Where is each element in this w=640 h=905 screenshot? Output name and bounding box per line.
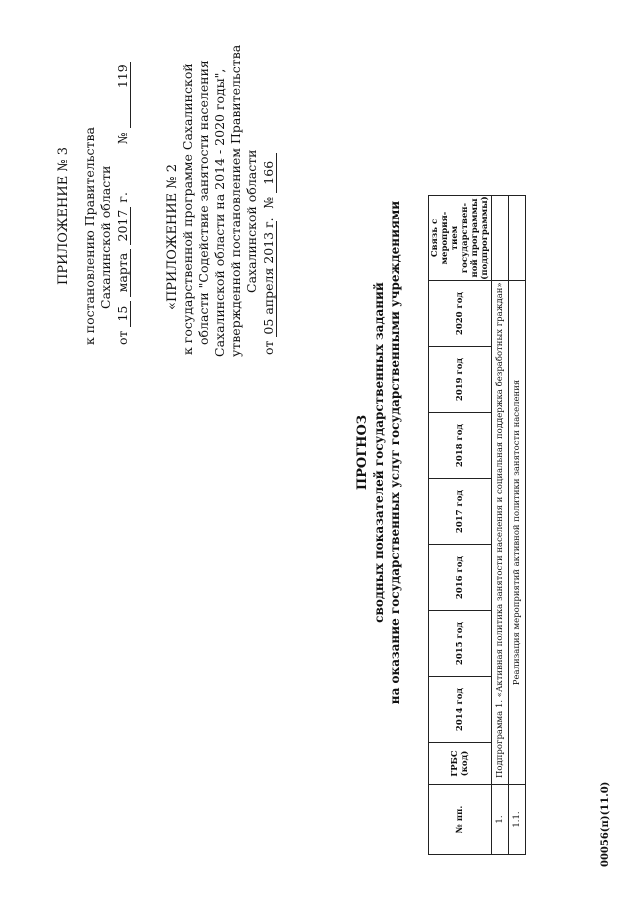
appendix2-line5: Сахалинской области: [244, 149, 259, 293]
header-2019: 2019 год: [429, 347, 492, 413]
table-row: [492, 196, 509, 855]
appendix3-number: 119: [115, 62, 131, 128]
appendix2-line1: к государственной программе Сахалинской: [180, 63, 195, 355]
document-subtitle-1: сводных показателей государственных заданий: [372, 282, 386, 623]
header-2014: 2014 год: [429, 677, 492, 743]
document-subtitle-2: на оказание государственных услуг государственными учреждениями: [388, 200, 402, 705]
appendix3-line1: к постановлению Правительства: [82, 127, 97, 345]
header-link-line3: ной программы: [470, 198, 480, 278]
forecast-table: [428, 195, 526, 855]
row-number: 1.1.: [509, 785, 526, 855]
table-row: [509, 196, 526, 855]
appendix2-number: 166: [261, 153, 277, 193]
row-activity-title: Реализация мероприятий активной политики занятости населения: [509, 281, 526, 785]
appendix2-line3: Сахалинской области на 2014 - 2020 годы",: [212, 68, 227, 357]
header-2018: 2018 год: [429, 413, 492, 479]
appendix2-line2: области "Содействие занятости населения: [196, 60, 211, 345]
appendix2-date-prefix: от: [261, 340, 276, 355]
appendix2-line4: утвержденной постановлением Правительства: [228, 44, 243, 357]
appendix2-number-sign: №: [261, 196, 276, 209]
row-link-cell: [492, 196, 509, 281]
header-link-line2: тием государствен-: [450, 202, 470, 274]
header-2017: 2017 год: [429, 479, 492, 545]
header-2015: 2015 год: [429, 611, 492, 677]
appendix3-year: 2017: [115, 207, 131, 245]
appendix3-day: 15: [115, 301, 131, 327]
document-title: ПРОГНОЗ: [355, 414, 370, 491]
appendix3-line2: Сахалинской области: [98, 165, 113, 309]
appendix3-date-prefix: от: [115, 330, 130, 345]
header-2016: 2016 год: [429, 545, 492, 611]
row-link-cell: [509, 196, 526, 281]
appendix3-number-sign: №: [115, 132, 130, 145]
appendix3-date-line: [115, 62, 131, 345]
header-2020: 2020 год: [429, 281, 492, 347]
row-number: 1.: [492, 785, 509, 855]
header-grbs-line1: ГРБС: [450, 750, 460, 777]
appendix2-title: «ПРИЛОЖЕНИЕ № 2: [165, 164, 180, 310]
appendix3-month: марта: [115, 249, 131, 297]
header-link-line1: Связь с мероприя-: [430, 211, 450, 265]
table-header-row: [429, 196, 492, 855]
header-num: № пп.: [429, 785, 492, 855]
header-grbs: [429, 743, 492, 785]
header-program-link: [429, 196, 492, 281]
appendix2-date: 05 апреля 2013 г.: [261, 217, 276, 335]
header-link-line4: (подпрограммы): [480, 196, 490, 280]
footer-code: 00056(п)(11.0): [600, 781, 611, 867]
header-grbs-line2: (код): [460, 750, 470, 777]
appendix3-year-suffix: г.: [115, 192, 130, 203]
appendix3-title: ПРИЛОЖЕНИЕ № 3: [56, 146, 71, 285]
appendix2-date-line: [261, 153, 277, 355]
row-subprogram-title: Подпрограмма 1. «Активная политика занятости населения и социальная поддержка безработных граждан»: [492, 281, 509, 785]
